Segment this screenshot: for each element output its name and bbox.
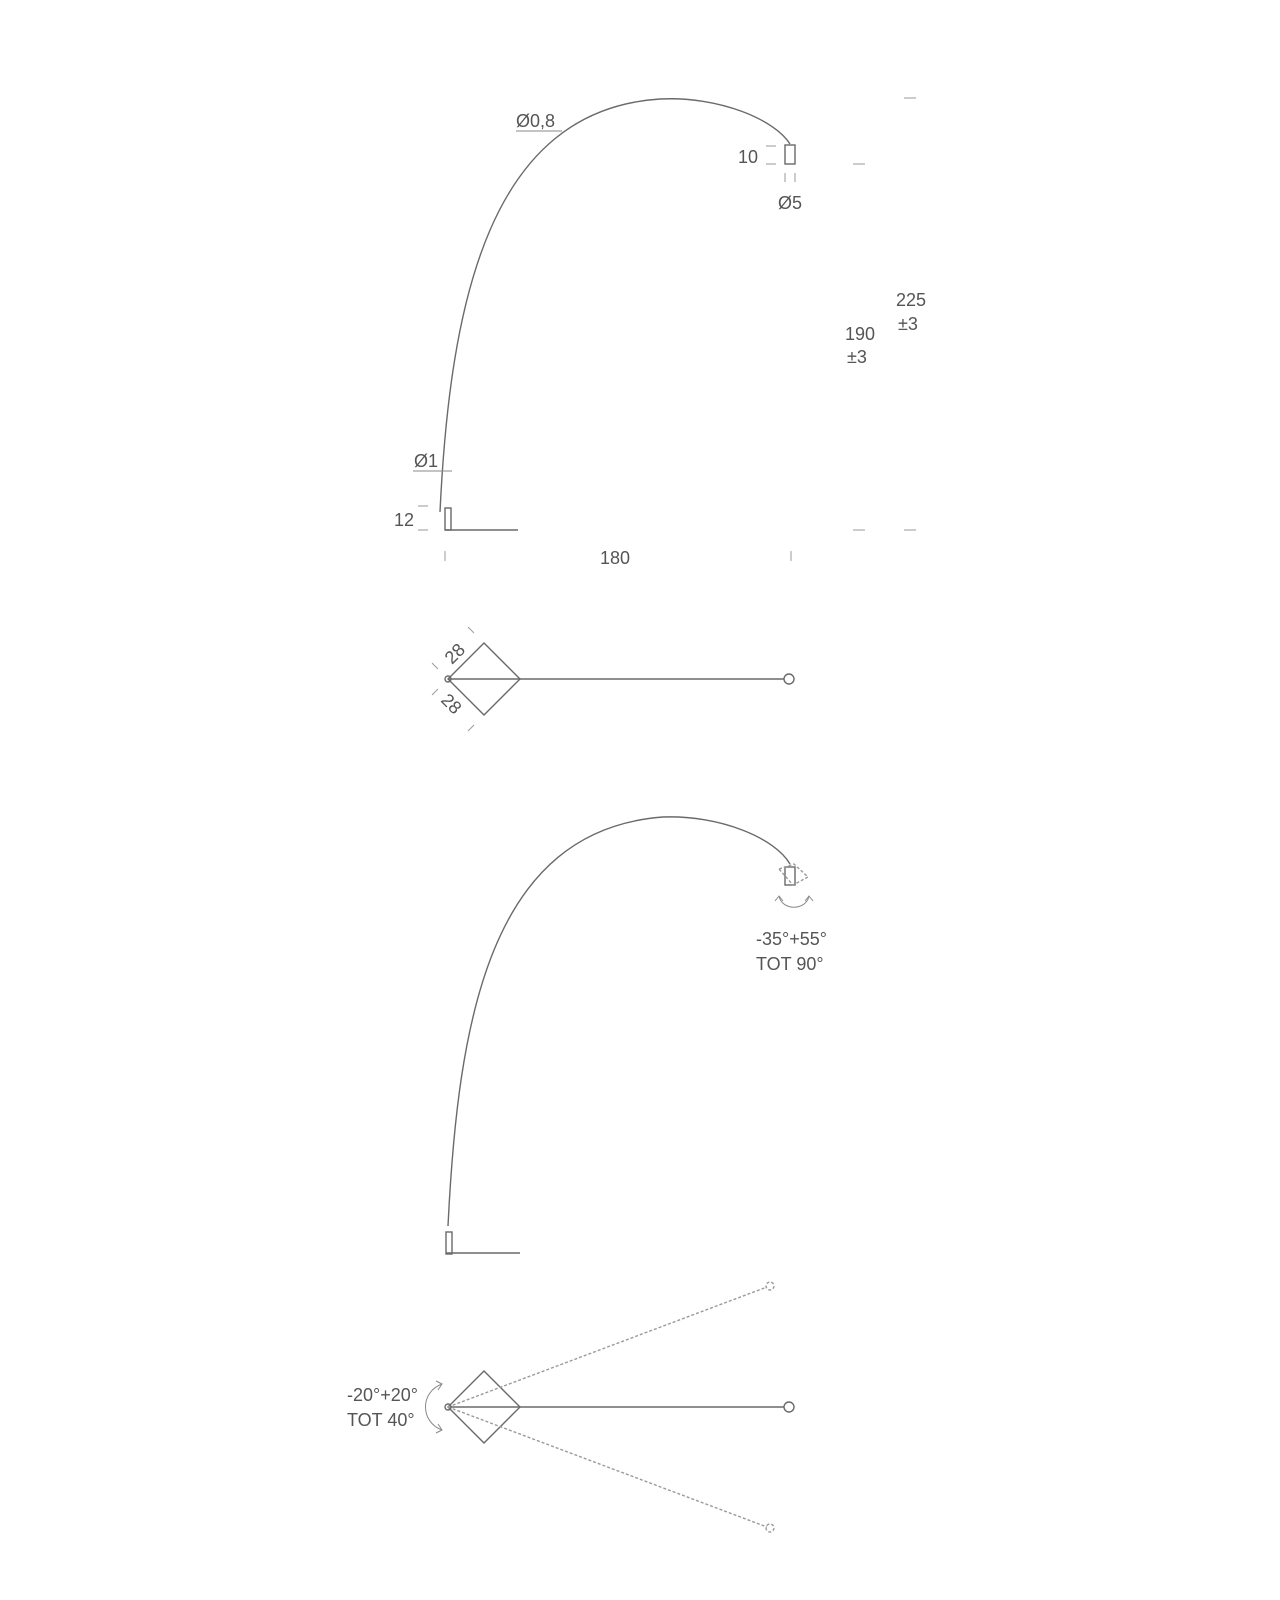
head-height-label: 10 xyxy=(738,147,759,167)
head-rotation-range-label: -35°+55° xyxy=(756,929,827,949)
base-side-b-tick-2 xyxy=(468,725,474,731)
lamp-arc-stem-2 xyxy=(448,817,790,1226)
arm-rotation-range-label: -20°+20° xyxy=(347,1385,418,1405)
head-rotation-view xyxy=(446,817,827,1254)
base-height-label: 12 xyxy=(394,510,415,530)
arm-rotation-arrow xyxy=(426,1384,443,1430)
base-side-a-tick-2 xyxy=(468,627,474,633)
head-circle-down-ghost xyxy=(766,1524,774,1532)
head-arrow-right-tip xyxy=(805,896,813,901)
arc-diameter-label: Ø0,8 xyxy=(516,111,556,131)
arm-rotation-view xyxy=(347,1282,794,1532)
arm-line-up-ghost xyxy=(448,1287,767,1407)
total-height-tolerance: ±3 xyxy=(898,314,918,334)
arm-line-down-ghost xyxy=(448,1407,767,1527)
top-view xyxy=(432,627,794,731)
base-side-a-tick-1 xyxy=(432,663,438,669)
head-floor-height-label: 190 xyxy=(845,324,876,344)
base-side-b-label: 28 xyxy=(437,689,466,718)
side-elevation-view xyxy=(394,98,926,568)
total-height-label: 225 xyxy=(896,290,927,310)
head-circle-top xyxy=(784,674,794,684)
head-floor-height-tolerance: ±3 xyxy=(847,347,867,367)
head-rotation-total-label: TOT 90° xyxy=(756,954,824,974)
lamp-base-post xyxy=(445,508,451,530)
head-circle-center xyxy=(784,1402,794,1412)
lamp-head xyxy=(785,145,795,164)
base-side-b-tick-1 xyxy=(432,689,438,695)
stem-diameter-label: Ø1 xyxy=(414,451,439,471)
reach-label: 180 xyxy=(600,548,631,568)
head-diameter-label: Ø5 xyxy=(778,193,803,213)
arm-rotation-total-label: TOT 40° xyxy=(347,1410,415,1430)
head-rotation-arrow xyxy=(779,896,809,907)
head-circle-up-ghost xyxy=(766,1282,774,1290)
lamp-base-post-2 xyxy=(446,1232,452,1254)
head-arrow-left-tip xyxy=(775,896,783,901)
base-side-a-label: 28 xyxy=(440,639,469,668)
